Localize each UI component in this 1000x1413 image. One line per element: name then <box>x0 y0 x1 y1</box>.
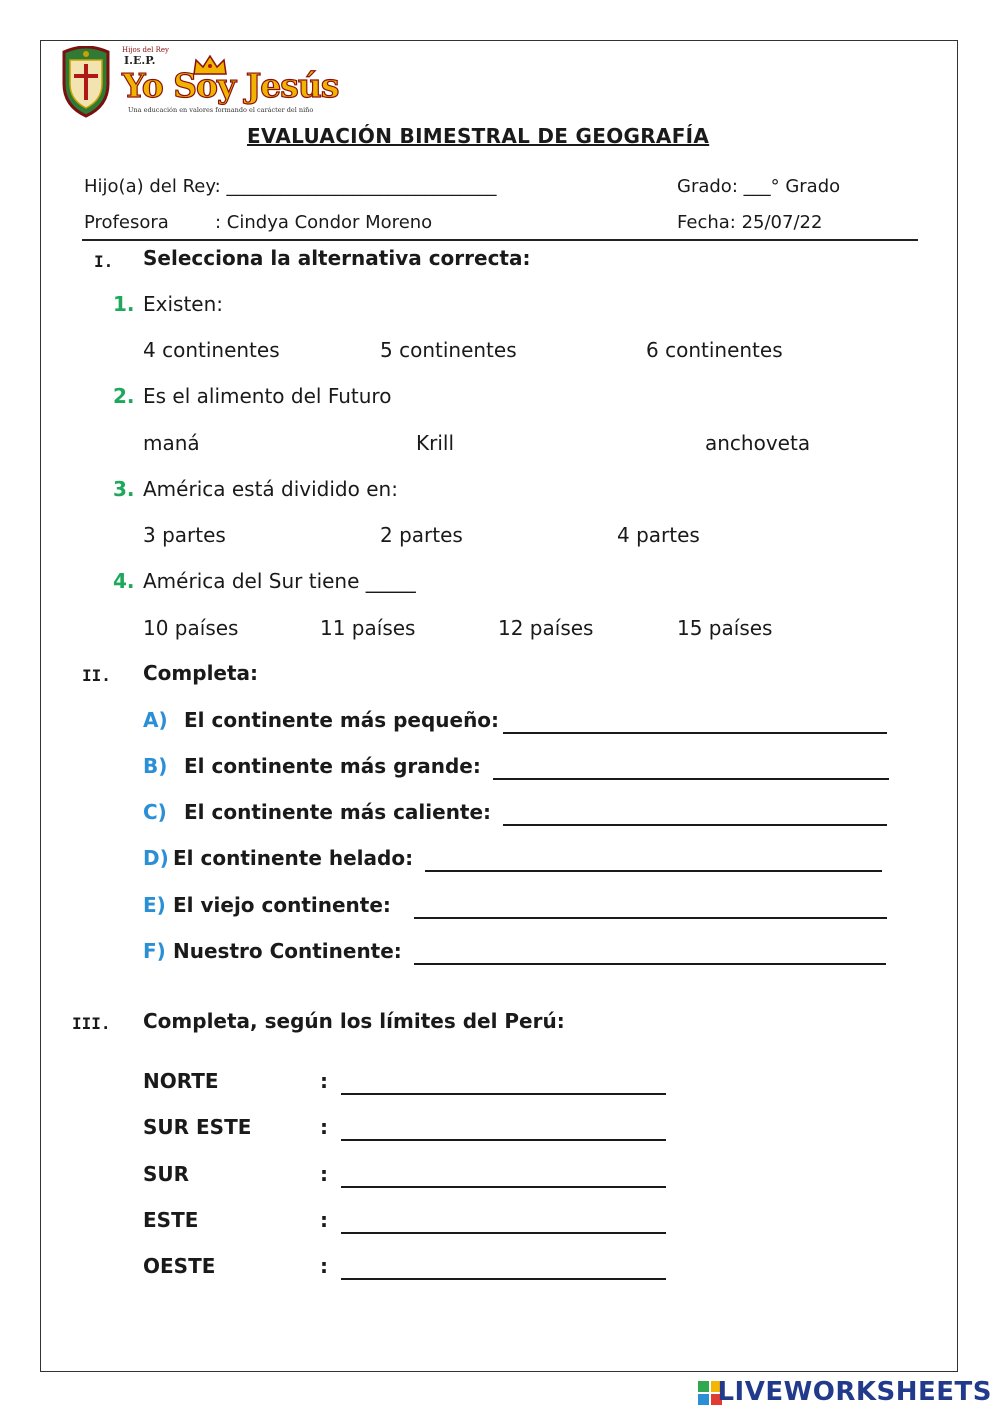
border-colon: : <box>320 1115 328 1139</box>
item-f-letter: F) <box>143 939 166 963</box>
q4-option-d[interactable]: 15 países <box>677 616 773 640</box>
teacher-label: Profesora <box>84 212 169 233</box>
q2-option-b[interactable]: Krill <box>416 431 455 455</box>
q3-option-b[interactable]: 2 partes <box>380 523 463 547</box>
question-2-number: 2. <box>113 384 135 408</box>
date-field: Fecha: 25/07/22 <box>677 212 823 233</box>
page-title: EVALUACIÓN BIMESTRAL DE GEOGRAFÍA <box>247 124 710 148</box>
q1-option-a[interactable]: 4 continentes <box>143 338 280 362</box>
q4-option-a[interactable]: 10 países <box>143 616 239 640</box>
question-3-number: 3. <box>113 477 135 501</box>
section-2-numeral: II. <box>82 666 111 685</box>
section-3-numeral: III. <box>72 1014 111 1033</box>
section-1-title: Selecciona la alternativa correcta: <box>143 246 531 270</box>
item-a-text: El continente más pequeño: <box>184 708 500 732</box>
item-a-answer-blank[interactable] <box>503 712 887 734</box>
border-label-norte: NORTE <box>143 1069 219 1093</box>
item-f-text: Nuestro Continente: <box>173 939 402 963</box>
item-e-text: El viejo continente: <box>173 893 391 917</box>
border-label-este: ESTE <box>143 1208 199 1232</box>
border-oeste-blank[interactable] <box>341 1258 666 1280</box>
border-colon: : <box>320 1208 328 1232</box>
border-sur-blank[interactable] <box>341 1166 666 1188</box>
grade-field: Grado: ___° Grado <box>677 176 841 197</box>
section-2-title: Completa: <box>143 661 259 685</box>
item-c-letter: C) <box>143 800 167 824</box>
border-label-oeste: OESTE <box>143 1254 216 1278</box>
q2-option-c[interactable]: anchoveta <box>705 431 811 455</box>
item-d-text: El continente helado: <box>173 846 414 870</box>
logo-school-name: Yo Soy Jesús <box>122 66 339 105</box>
border-este-blank[interactable] <box>341 1212 666 1234</box>
question-4-number: 4. <box>113 569 135 593</box>
q3-option-a[interactable]: 3 partes <box>143 523 226 547</box>
item-d-answer-blank[interactable] <box>425 850 882 872</box>
section-1-numeral: I. <box>94 252 114 271</box>
q3-option-c[interactable]: 4 partes <box>617 523 700 547</box>
q4-option-c[interactable]: 12 países <box>498 616 594 640</box>
item-b-text: El continente más grande: <box>184 754 481 778</box>
item-b-answer-blank[interactable] <box>493 758 889 780</box>
question-4-text: América del Sur tiene _____ <box>143 569 416 593</box>
item-c-text: El continente más caliente: <box>184 800 492 824</box>
logo-top-text: Hijos del Rey <box>122 46 170 54</box>
q4-option-b[interactable]: 11 países <box>320 616 416 640</box>
shield-icon <box>58 46 114 118</box>
item-e-answer-blank[interactable] <box>414 897 887 919</box>
liveworksheets-watermark: LIVEWORKSHEETS <box>717 1377 992 1407</box>
q2-option-a[interactable]: maná <box>143 431 200 455</box>
border-colon: : <box>320 1254 328 1278</box>
school-logo <box>58 44 339 120</box>
item-d-letter: D) <box>143 846 169 870</box>
question-2-text: Es el alimento del Futuro <box>143 384 392 408</box>
question-1-text: Existen: <box>143 292 224 316</box>
logo-tagline: Una educación en valores formando el carácter del niño <box>128 106 314 114</box>
question-3-text: América está dividido en: <box>143 477 398 501</box>
border-colon: : <box>320 1069 328 1093</box>
header-divider <box>82 239 918 241</box>
q1-option-c[interactable]: 6 continentes <box>646 338 783 362</box>
border-label-sur: SUR <box>143 1162 190 1186</box>
item-e-letter: E) <box>143 893 166 917</box>
item-b-letter: B) <box>143 754 168 778</box>
item-c-answer-blank[interactable] <box>503 804 887 826</box>
q1-option-b[interactable]: 5 continentes <box>380 338 517 362</box>
border-norte-blank[interactable] <box>341 1073 666 1095</box>
question-1-number: 1. <box>113 292 135 316</box>
teacher-name: : Cindya Condor Moreno <box>215 212 433 233</box>
section-3-title: Completa, según los límites del Perú: <box>143 1009 565 1033</box>
border-sur-este-blank[interactable] <box>341 1119 666 1141</box>
border-colon: : <box>320 1162 328 1186</box>
logo-iep: I.E.P. <box>124 54 156 67</box>
border-label-sur-este: SUR ESTE <box>143 1115 252 1139</box>
item-a-letter: A) <box>143 708 168 732</box>
item-f-answer-blank[interactable] <box>414 943 886 965</box>
student-name-field: Hijo(a) del Rey: ______________________________ <box>84 176 497 197</box>
